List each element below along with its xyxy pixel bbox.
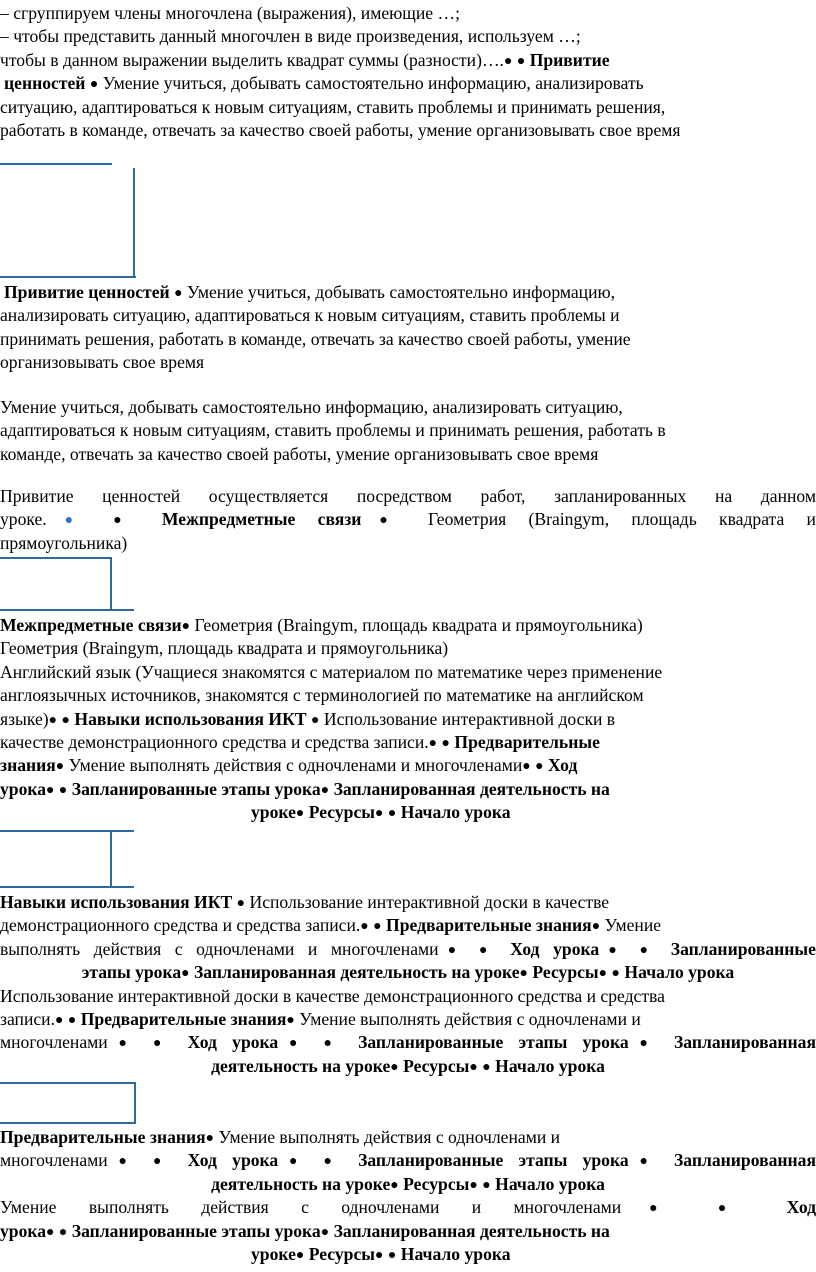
heading-run: урока	[0, 778, 47, 799]
heading-run: знания	[0, 755, 56, 776]
bullet-icon: ●	[61, 712, 70, 728]
text-run: записи.	[0, 1008, 55, 1029]
text-run: Умение выполнять действия с одночленами и многочленами	[0, 1197, 622, 1218]
bullet-icon: ●	[48, 712, 58, 728]
heading-run: уроке	[251, 802, 296, 823]
text-run: языке)	[0, 708, 49, 729]
text-run: выполнять действия с одночленами и многочленами	[0, 938, 439, 959]
heading-run: деятельность на уроке	[211, 1055, 391, 1076]
text-line: Использование интерактивной доски в качестве демонстрационного средства и средства	[0, 985, 665, 1006]
values-paragraph	[0, 281, 816, 375]
bullet-icon: ●	[153, 1154, 173, 1170]
bullet-icon: ●	[181, 966, 190, 982]
bullet-icon: ●	[519, 966, 529, 982]
heading-run: Запланированные этапы урока	[71, 1220, 321, 1241]
text-line	[0, 708, 816, 731]
bullet-icon: ●	[469, 1177, 478, 1193]
bracket-line	[0, 886, 134, 888]
bullet-icon: ●	[54, 1012, 64, 1028]
heading-run: Межпредметные связи	[0, 615, 182, 635]
text-run: Умение выполнять действия с одночленами и	[299, 1008, 641, 1029]
heading-run: Запланированная деятельность на	[333, 1220, 610, 1241]
bracket-line	[133, 168, 135, 276]
text-line	[0, 1149, 816, 1172]
text-run: Умение учиться, добывать самостоятельно информацию,	[186, 282, 616, 302]
bullet-icon: ●	[375, 1247, 384, 1263]
text-run: Умение учиться, добывать самостоятельно информацию, анализировать	[102, 73, 644, 94]
text-line	[0, 801, 816, 824]
bullet-icon: ●	[628, 1154, 659, 1170]
bullet-icon: ●	[360, 919, 369, 935]
heading-run: Ресурсы	[308, 802, 376, 823]
bullet-icon: ●	[591, 919, 601, 935]
text-run: уроке.	[0, 509, 47, 530]
bullet-icon: ●	[181, 619, 191, 634]
bullet-icon: ●	[46, 782, 55, 798]
text-line: Привитие ценностей осуществляется посредством работ, запланированных на данном	[0, 486, 816, 506]
text-run: качестве демонстрационного средства и средства записи.	[0, 731, 429, 752]
bullet-icon: ●	[441, 735, 451, 751]
heading-run: Начало урока	[495, 1173, 605, 1194]
text-line	[0, 1126, 816, 1149]
text-line	[0, 1055, 816, 1078]
bracket-line	[110, 557, 112, 609]
bullet-icon: ●	[153, 1036, 173, 1052]
heading-run: Ход урока	[510, 938, 600, 959]
bullet-icon: ●	[361, 513, 406, 529]
bullet-icon: ●	[89, 77, 99, 93]
text-run: Использование интерактивной доски в	[323, 708, 616, 729]
bullet-icon: ●	[236, 896, 246, 911]
bullet-icon: ●	[278, 1036, 309, 1052]
bullet-icon: ●	[387, 1247, 397, 1263]
text-line	[0, 614, 816, 637]
heading-run: ценностей	[4, 73, 86, 94]
text-line	[0, 72, 816, 95]
heading-run: Привитие ценностей	[4, 282, 170, 302]
text-line	[0, 281, 816, 304]
text-line	[0, 914, 816, 937]
text-run: Умение выполнять действия с одночленами и многочленами	[68, 755, 523, 776]
values-realization-paragraph	[0, 485, 816, 555]
bullet-icon: ●	[205, 1131, 215, 1146]
bullet-icon: ●	[67, 1012, 77, 1028]
heading-run: уроке	[251, 1243, 296, 1264]
text-line: прямоугольника)	[0, 532, 128, 553]
heading-run: Предварительные знания	[386, 915, 592, 936]
bullet-icon: ●	[107, 1154, 138, 1170]
text-line: Английский язык (Учащиеся знакомятся с материалом по математике через применение	[0, 661, 663, 682]
bullet-icon: ●	[717, 1201, 755, 1217]
bullet-icon: ●	[628, 1036, 659, 1052]
bullet-icon: ●	[611, 966, 621, 982]
text-line: организовывать свое время	[0, 352, 205, 373]
text-line: принимать решения, работать в команде, отвечать за качество своей работы, умение	[0, 328, 631, 349]
bullet-icon: ●	[373, 919, 382, 935]
bullet-icon: ●	[390, 1059, 399, 1075]
bullet-icon: ●	[482, 1059, 491, 1075]
text-line	[0, 1008, 816, 1031]
text-line	[0, 778, 816, 801]
text-line	[0, 1031, 816, 1054]
heading-run: Ресурсы	[403, 1173, 470, 1194]
text-line	[0, 891, 816, 914]
bullet-icon: ●	[323, 1036, 343, 1052]
heading-run: Предварительные знания	[80, 1008, 287, 1029]
heading-run: Запланированная деятельность на	[333, 778, 610, 799]
text-line: Геометрия (Braingym, площадь квадрата и прямоугольника)	[0, 638, 449, 659]
heading-run: Начало урока	[400, 802, 511, 823]
text-run: Умение	[604, 915, 662, 936]
bullet-icon: ●	[320, 782, 330, 798]
bullet-icon: ●	[113, 513, 140, 529]
bullet-icon: ●	[522, 759, 531, 775]
bullet-icon: ●	[286, 1012, 295, 1028]
text-run: Использование интерактивной доски в качестве	[249, 892, 610, 912]
bullet-icon: ●	[438, 942, 466, 958]
bracket-line	[0, 830, 134, 832]
text-line	[0, 1220, 816, 1243]
text-line: команде, отвечать за качество своей работы, умение организовывать свое время	[0, 443, 599, 464]
text-run: Геометрия (Braingym, площадь квадрата и прямоугольника)	[194, 615, 643, 635]
text-run: чтобы в данном выражении выделить квадрат суммы (разности)….	[0, 49, 504, 70]
bullet-icon: ●	[428, 735, 438, 751]
bullet-icon: ●	[516, 53, 526, 69]
bullet-icon: ●	[58, 1224, 68, 1240]
text-run: Умение выполнять действия с одночленами и	[218, 1127, 561, 1147]
heading-run: Ресурсы	[308, 1243, 376, 1264]
bullet-icon: ●	[599, 942, 626, 958]
text-line	[0, 731, 816, 754]
heading-run: этапы урока	[81, 962, 182, 983]
heading-run: Привитие	[529, 49, 610, 70]
bullet-icon: ●	[320, 1224, 330, 1240]
heading-run: Ресурсы	[403, 1055, 470, 1076]
bullet-icon: ●	[503, 53, 513, 69]
bullet-icon: ●	[58, 782, 68, 798]
bullet-icon: ●	[390, 1177, 399, 1193]
intro-paragraph	[0, 2, 816, 142]
text-line: – сгруппируем члены многочлена (выражения), имеющие …;	[0, 3, 460, 23]
bullet-icon: ●	[387, 806, 397, 822]
bullet-icon: ●	[621, 1201, 686, 1217]
bullet-icon: ●	[278, 1154, 309, 1170]
bullet-icon: ●	[639, 942, 658, 958]
text-line	[0, 508, 816, 531]
text-line: работать в команде, отвечать за качество своей работы, умение организовывать свое время	[0, 119, 681, 140]
heading-run: Запланированные этапы урока	[71, 778, 321, 799]
bullet-icon: ●	[46, 1224, 55, 1240]
heading-run: Начало урока	[624, 962, 735, 983]
bullet-icon: ●	[323, 1154, 343, 1170]
bullet-icon: ●	[535, 759, 544, 775]
text-line	[0, 1173, 816, 1196]
bullet-icon: ●	[174, 286, 183, 301]
text-line	[0, 754, 816, 777]
heading-run: Предварительные знания	[0, 1127, 206, 1147]
bullet-icon: ●	[107, 1036, 138, 1052]
heading-run: урока	[0, 1220, 47, 1241]
heading-run: Запланированная деятельность на уроке	[194, 962, 520, 983]
text-run: Геометрия (Braingym, площадь квадрата и	[427, 509, 816, 530]
text-run: многочленами	[0, 1032, 108, 1053]
bracket-line	[0, 609, 134, 611]
text-line: Умение учиться, добывать самостоятельно информацию, анализировать ситуацию,	[0, 397, 623, 417]
interdisciplinary-paragraph	[0, 614, 816, 825]
heading-run: Запланированная	[674, 1032, 816, 1053]
heading-run: Навыки использования ИКТ	[0, 892, 233, 912]
text-line	[0, 49, 816, 72]
ict-skills-paragraph	[0, 891, 816, 1078]
heading-run: Запланированные этапы урока	[358, 1032, 629, 1053]
bracket-line	[0, 1122, 136, 1124]
heading-run: Ход	[786, 1197, 816, 1218]
text-line	[0, 938, 816, 961]
bracket-line	[0, 276, 136, 278]
heading-run: Ход урока	[187, 1032, 279, 1053]
text-run: демонстрационного средства и средства записи.	[0, 915, 361, 936]
heading-run: Ресурсы	[532, 962, 599, 983]
text-line	[0, 961, 816, 984]
bracket-line	[134, 1082, 136, 1122]
bullet-icon: ●	[598, 966, 608, 982]
text-line	[0, 1196, 816, 1219]
heading-run: Запланированные этапы урока	[358, 1150, 629, 1171]
bracket-line	[0, 163, 112, 165]
text-line: ситуацию, адаптироваться к новым ситуациям, ставить проблемы и принимать решения,	[0, 96, 666, 117]
bracket-line	[0, 1082, 134, 1084]
heading-run: деятельность на уроке	[211, 1173, 391, 1194]
bullet-icon: ●	[46, 513, 91, 529]
bracket-line	[0, 557, 112, 559]
bullet-icon: ●	[482, 1177, 491, 1193]
heading-run: Предварительные	[454, 731, 600, 752]
heading-run: Запланированные	[670, 938, 816, 959]
bullet-icon: ●	[55, 759, 65, 775]
bracket-line	[110, 830, 112, 886]
text-line: анализировать ситуацию, адаптироваться к новым ситуациям, ставить проблемы и	[0, 305, 620, 326]
skills-paragraph	[0, 396, 816, 466]
heading-run: Межпредметные связи	[161, 509, 362, 530]
bullet-icon: ●	[295, 806, 305, 822]
heading-run: Начало урока	[400, 1243, 511, 1264]
bullet-icon: ●	[311, 712, 320, 728]
text-line: адаптироваться к новым ситуациям, ставить проблемы и принимать решения, работать в	[0, 420, 666, 441]
heading-run: Ход	[548, 755, 578, 776]
heading-run: Ход урока	[187, 1150, 279, 1171]
text-line: англоязычных источников, знакомятся с терминологией по математике на английском	[0, 685, 644, 706]
heading-run: Навыки использования ИКТ	[74, 708, 307, 729]
prior-knowledge-paragraph	[0, 1126, 816, 1266]
text-line	[0, 1243, 816, 1266]
bullet-icon: ●	[478, 942, 497, 958]
bullet-icon: ●	[295, 1247, 305, 1263]
text-line: – чтобы представить данный многочлен в виде произведения, используем …;	[0, 26, 581, 47]
heading-run: Начало урока	[495, 1055, 605, 1076]
text-run: многочленами	[0, 1150, 108, 1171]
bullet-icon: ●	[375, 806, 384, 822]
bullet-icon: ●	[469, 1059, 478, 1075]
heading-run: Запланированная	[674, 1150, 816, 1171]
